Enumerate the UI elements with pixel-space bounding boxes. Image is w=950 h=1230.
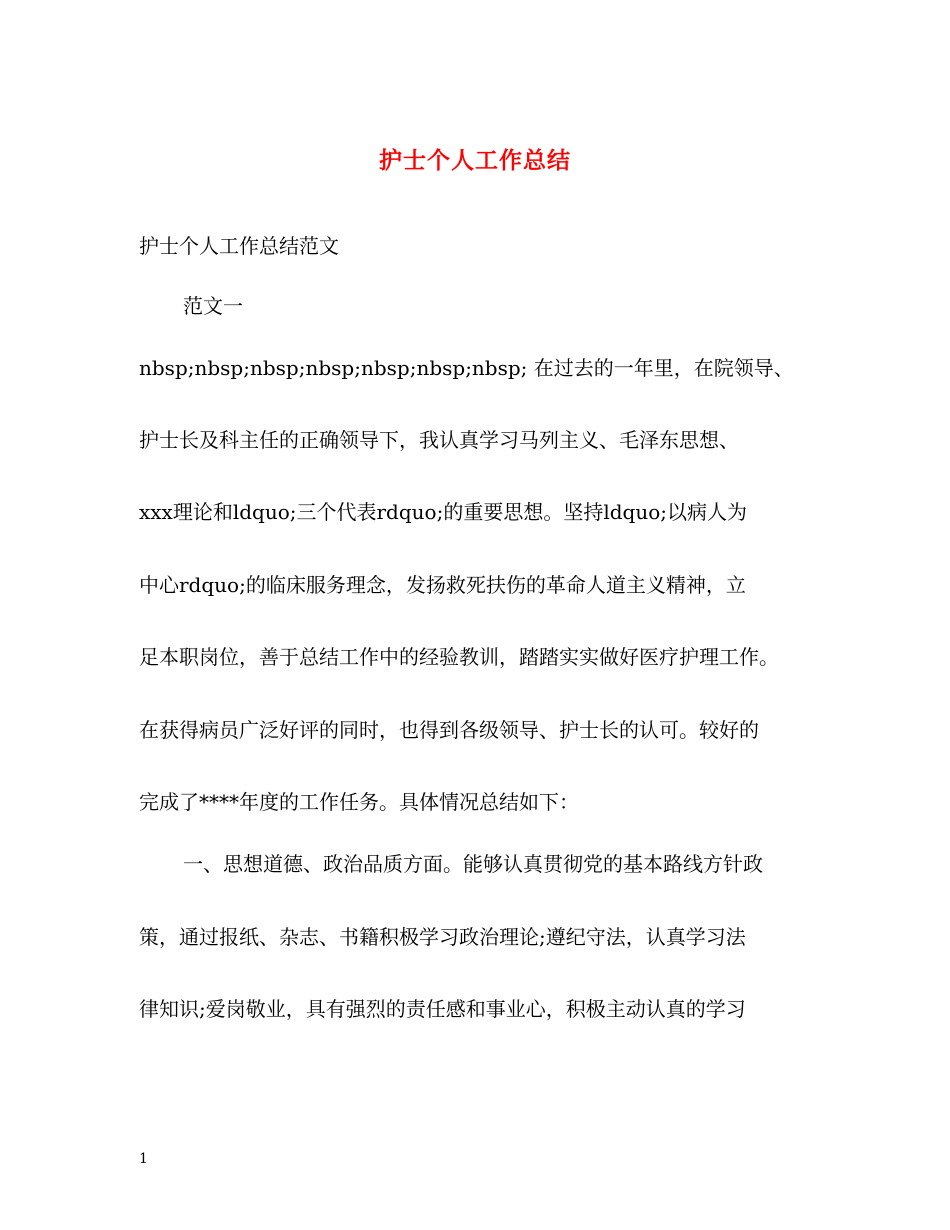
section-label: 范文一 (183, 294, 243, 318)
body-line: 策，通过报纸、杂志、书籍积极学习政治理论;遵纪守法，认真学习法 (139, 925, 746, 949)
body-line: 在获得病员广泛好评的同时，也得到各级领导、护士长的认可。较好的 (139, 718, 759, 742)
body-line: 足本职岗位，善于总结工作中的经验教训，踏踏实实做好医疗护理工作。 (139, 645, 779, 669)
body-line: nbsp;nbsp;nbsp;nbsp;nbsp;nbsp;nbsp; 在过去的一年里，在院领导、 (139, 356, 794, 380)
document-title: 护士个人工作总结 (379, 147, 571, 174)
page-number: 1 (139, 1151, 148, 1167)
body-line: xxx理论和ldquo;三个代表rdquo;的重要思想。坚持ldquo;以病人为 (139, 500, 747, 524)
body-line: 一、思想道德、政治品质方面。能够认真贯彻党的基本路线方针政 (183, 852, 763, 876)
body-line: 护士长及科主任的正确领导下，我认真学习马列主义、毛泽东思想、 (139, 428, 739, 452)
document-subtitle: 护士个人工作总结范文 (139, 234, 339, 258)
body-line: 中心rdquo;的临床服务理念，发扬救死扶伤的革命人道主义精神，立 (139, 573, 746, 597)
body-line: 完成了****年度的工作任务。具体情况总结如下： (139, 790, 579, 814)
body-line: 律知识;爱岗敬业，具有强烈的责任感和事业心，积极主动认真的学习 (139, 997, 746, 1021)
